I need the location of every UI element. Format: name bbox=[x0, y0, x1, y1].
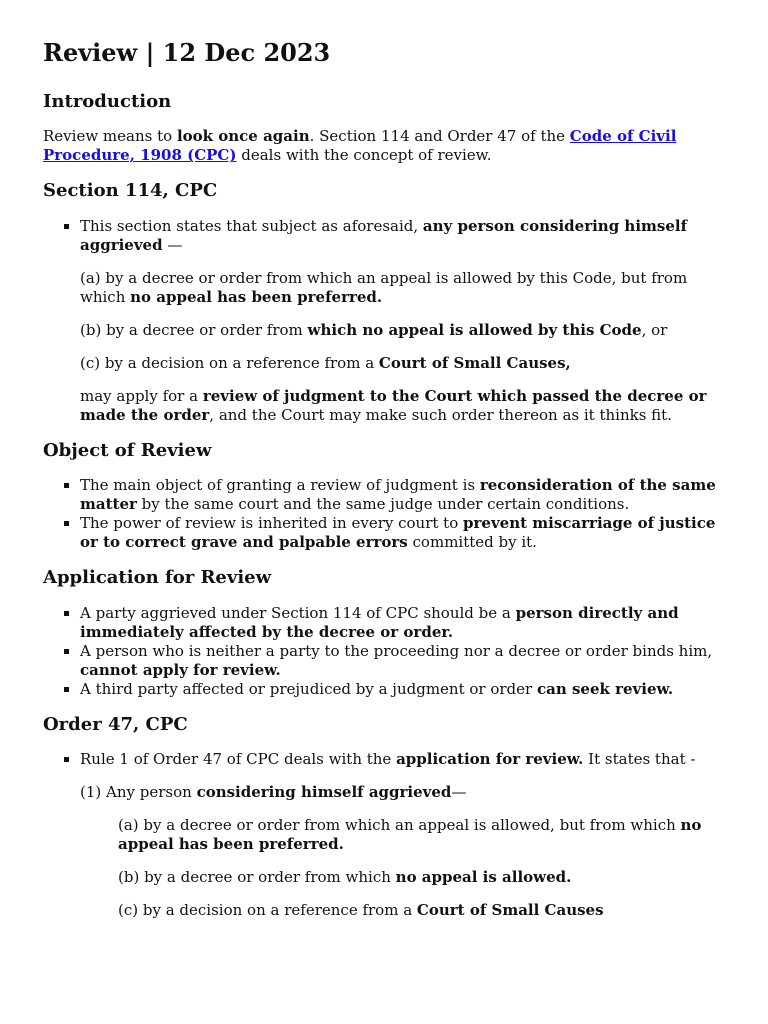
clause-b bbox=[80, 321, 728, 340]
emphasis: can seek review. bbox=[536, 679, 674, 698]
application-for-review-list bbox=[43, 604, 728, 699]
rule-1-subclause-c bbox=[118, 901, 728, 920]
emphasis: no appeal has been preferred. bbox=[118, 815, 702, 853]
text: (c) by a decision on a reference from a bbox=[80, 353, 379, 372]
emphasis: any person considering himself aggrieved bbox=[80, 216, 688, 254]
clause-conclusion bbox=[80, 387, 728, 425]
emphasis: no appeal is allowed. bbox=[395, 867, 572, 886]
text: (a) by a decree or order from which an appeal is allowed, but from which bbox=[118, 815, 681, 834]
intro-text: Review means to bbox=[43, 127, 177, 146]
text: (1) Any person bbox=[80, 782, 197, 801]
text: (a) by a decree or order from which an appeal is allowed by this Code, but from which bbox=[80, 268, 688, 306]
rule-1-subclause-b bbox=[118, 868, 728, 887]
list-item bbox=[80, 514, 728, 552]
text: by the same court and the same judge under certain conditions. bbox=[136, 495, 630, 514]
section-114-intro bbox=[80, 217, 728, 255]
section-114-heading: Section 114, CPC bbox=[43, 180, 218, 202]
text: The power of review is inherited in every court to bbox=[80, 514, 464, 533]
text: A person who is neither a party to the proceeding nor a decree or order binds him, bbox=[80, 641, 713, 660]
text: , or bbox=[641, 320, 668, 339]
cpc-link[interactable]: Code of Civil Procedure, 1908 (CPC) bbox=[43, 127, 677, 165]
emphasis: Court of Small Causes, bbox=[378, 353, 571, 372]
application-for-review-heading: Application for Review bbox=[43, 567, 272, 589]
clause-c bbox=[80, 354, 728, 373]
list-item bbox=[80, 750, 728, 920]
emphasis: reconsideration of the same matter bbox=[80, 476, 716, 514]
emphasis: no appeal has been preferred. bbox=[130, 287, 383, 306]
emphasis: prevent miscarriage of justice or to correct grave and palpable errors bbox=[80, 514, 716, 552]
intro-text: . Section 114 and Order 47 of the bbox=[309, 127, 570, 146]
intro-emphasis: look once again bbox=[176, 127, 310, 146]
rule-1-clause-1 bbox=[80, 783, 728, 802]
page-title: Review | 12 Dec 2023 bbox=[43, 38, 331, 67]
emphasis: Court of Small Causes bbox=[416, 900, 604, 919]
rule-1-intro bbox=[80, 750, 728, 769]
text: (c) by a decision on a reference from a bbox=[118, 900, 417, 919]
emphasis: which no appeal is allowed by this Code bbox=[307, 320, 642, 339]
emphasis: review of judgment to the Court which passed the decree or made the order bbox=[80, 386, 707, 424]
text: Rule 1 of Order 47 of CPC deals with the bbox=[80, 749, 397, 768]
object-of-review-list bbox=[43, 476, 728, 552]
text: A party aggrieved under Section 114 of CPC should be a bbox=[80, 603, 516, 622]
introduction-heading: Introduction bbox=[43, 91, 172, 112]
text: It states that - bbox=[583, 749, 696, 768]
order-47-heading: Order 47, CPC bbox=[43, 713, 188, 735]
text: — bbox=[451, 782, 467, 801]
text: , and the Court may make such order thereon as it thinks fit. bbox=[209, 405, 672, 424]
list-item bbox=[80, 604, 728, 642]
order-47-list bbox=[43, 750, 728, 920]
introduction-paragraph bbox=[43, 127, 728, 165]
intro-text: deals with the concept of review. bbox=[236, 146, 492, 165]
clause-a bbox=[80, 269, 728, 307]
list-item bbox=[80, 642, 728, 680]
text: A third party affected or prejudiced by a judgment or order bbox=[80, 679, 537, 698]
emphasis: considering himself aggrieved bbox=[196, 782, 452, 801]
section-114-list bbox=[43, 217, 728, 425]
text: — bbox=[162, 235, 183, 254]
list-item bbox=[80, 680, 728, 699]
text: committed by it. bbox=[407, 533, 537, 552]
text: may apply for a bbox=[80, 386, 203, 405]
list-item bbox=[80, 217, 728, 425]
text: The main object of granting a review of judgment is bbox=[80, 476, 480, 495]
rule-1-subclause-a bbox=[118, 816, 728, 854]
list-item bbox=[80, 476, 728, 514]
emphasis: cannot apply for review. bbox=[80, 660, 281, 679]
emphasis: application for review. bbox=[396, 749, 584, 768]
text: (b) by a decree or order from which bbox=[118, 867, 396, 886]
text: (b) by a decree or order from bbox=[80, 320, 308, 339]
object-of-review-heading: Object of Review bbox=[43, 439, 212, 461]
emphasis: person directly and immediately affected by the decree or order. bbox=[80, 603, 679, 641]
text: This section states that subject as aforesaid, bbox=[80, 216, 423, 235]
